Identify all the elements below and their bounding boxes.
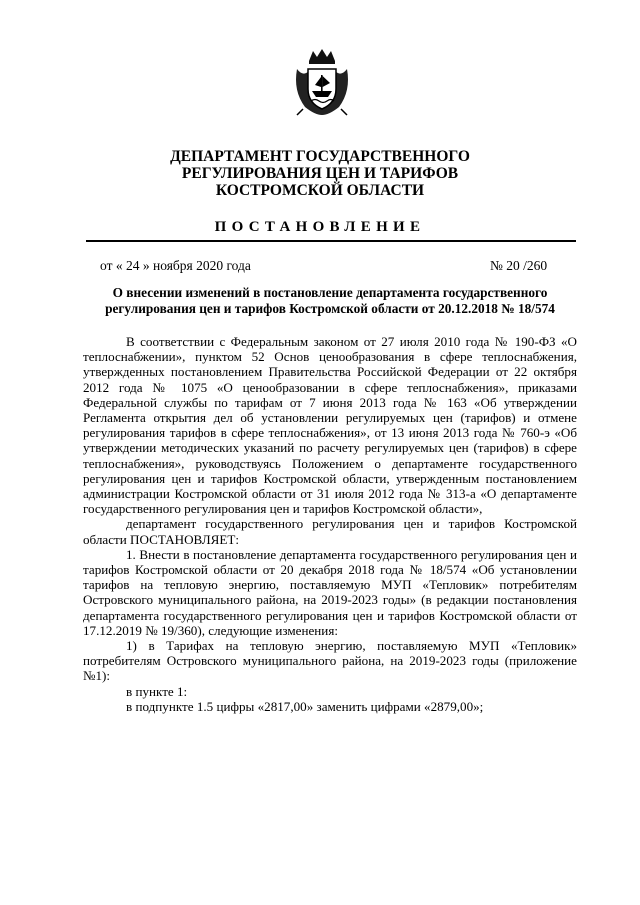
paragraph-item-1: 1. Внести в постановление департамента государственного регулирования цен и тарифов Костромской области от 20 декабря 2018 года № 18/574 «Об установлении тарифов на тепловую энергию, поставляемую МУП «Тепловик» потребителям Островского муниципального района, на 2019-2023 годы» (в редакции постановления департамента государственного регулирования цен и тарифов Костромской области от 17.12.2019 № 19/360), следующие изменения: <box>83 546 577 638</box>
document-body <box>83 334 577 714</box>
title-divider <box>86 240 576 242</box>
document-date: от « 24 » ноября 2020 года <box>100 258 251 273</box>
department-name-line2: РЕГУЛИРОВАНИЯ ЦЕН И ТАРИФОВ <box>181 165 459 182</box>
subject-line1: О внесении изменений в постановление департамента государственного <box>112 285 548 300</box>
paragraph-subitem-1: 1) в Тарифах на тепловую энергию, поставляемую МУП «Тепловик» потребителям Островского муниципального района, на 2019-2023 годы (приложение №1): <box>83 638 577 684</box>
paragraph-subpoint-1-5: в подпункте 1.5 цифры «2817,00» заменить цифрами «2879,00»; <box>126 698 484 714</box>
document-type: ПОСТАНОВЛЕНИЕ <box>214 219 426 235</box>
department-name <box>100 148 540 199</box>
coat-of-arms-icon <box>291 47 353 117</box>
paragraph-resolves: департамент государственного регулирования цен и тарифов Костромской области ПОСТАНОВЛЯЕТ: <box>83 516 577 547</box>
paragraph-preamble: В соответствии с Федеральным законом от 27 июля 2010 года № 190-ФЗ «О теплоснабжении», пунктом 52 Основ ценообразования в сфере теплоснабжения, утвержденных постановлением Правительства Российской Федерации от 22 октября 2012 года № 1075 «О ценообразовании в сфере теплоснабжения», приказами Федеральной службы по тарифам от 7 июня 2013 года № 163 «Об утверждении Регламента открытия дел об установлении регулируемых цен (тарифов) и отмене регулирования тарифов в сфере теплоснабжения», от 13 июня 2013 года № 760-э «Об утверждении методических указаний по расчету регулируемых цен (тарифов) в сфере теплоснабжения», руководствуясь Положением о департаменте государственного регулирования цен и тарифов Костромской области, утвержденным постановлением администрации Костромской области от 31 июля 2012 года № 313-а «О департаменте государственного регулирования цен и тарифов Костромской области», <box>83 334 577 517</box>
department-name-line3: КОСТРОМСКОЙ ОБЛАСТИ <box>215 182 425 199</box>
paragraph-point-1: в пункте 1: <box>126 683 188 699</box>
department-name-line1: ДЕПАРТАМЕНТ ГОСУДАРСТВЕННОГО <box>170 148 470 165</box>
document-subject <box>82 285 578 317</box>
subject-line2: регулирования цен и тарифов Костромской области от 20.12.2018 № 18/574 <box>105 301 555 316</box>
document-number: № 20 /260 <box>490 258 548 273</box>
